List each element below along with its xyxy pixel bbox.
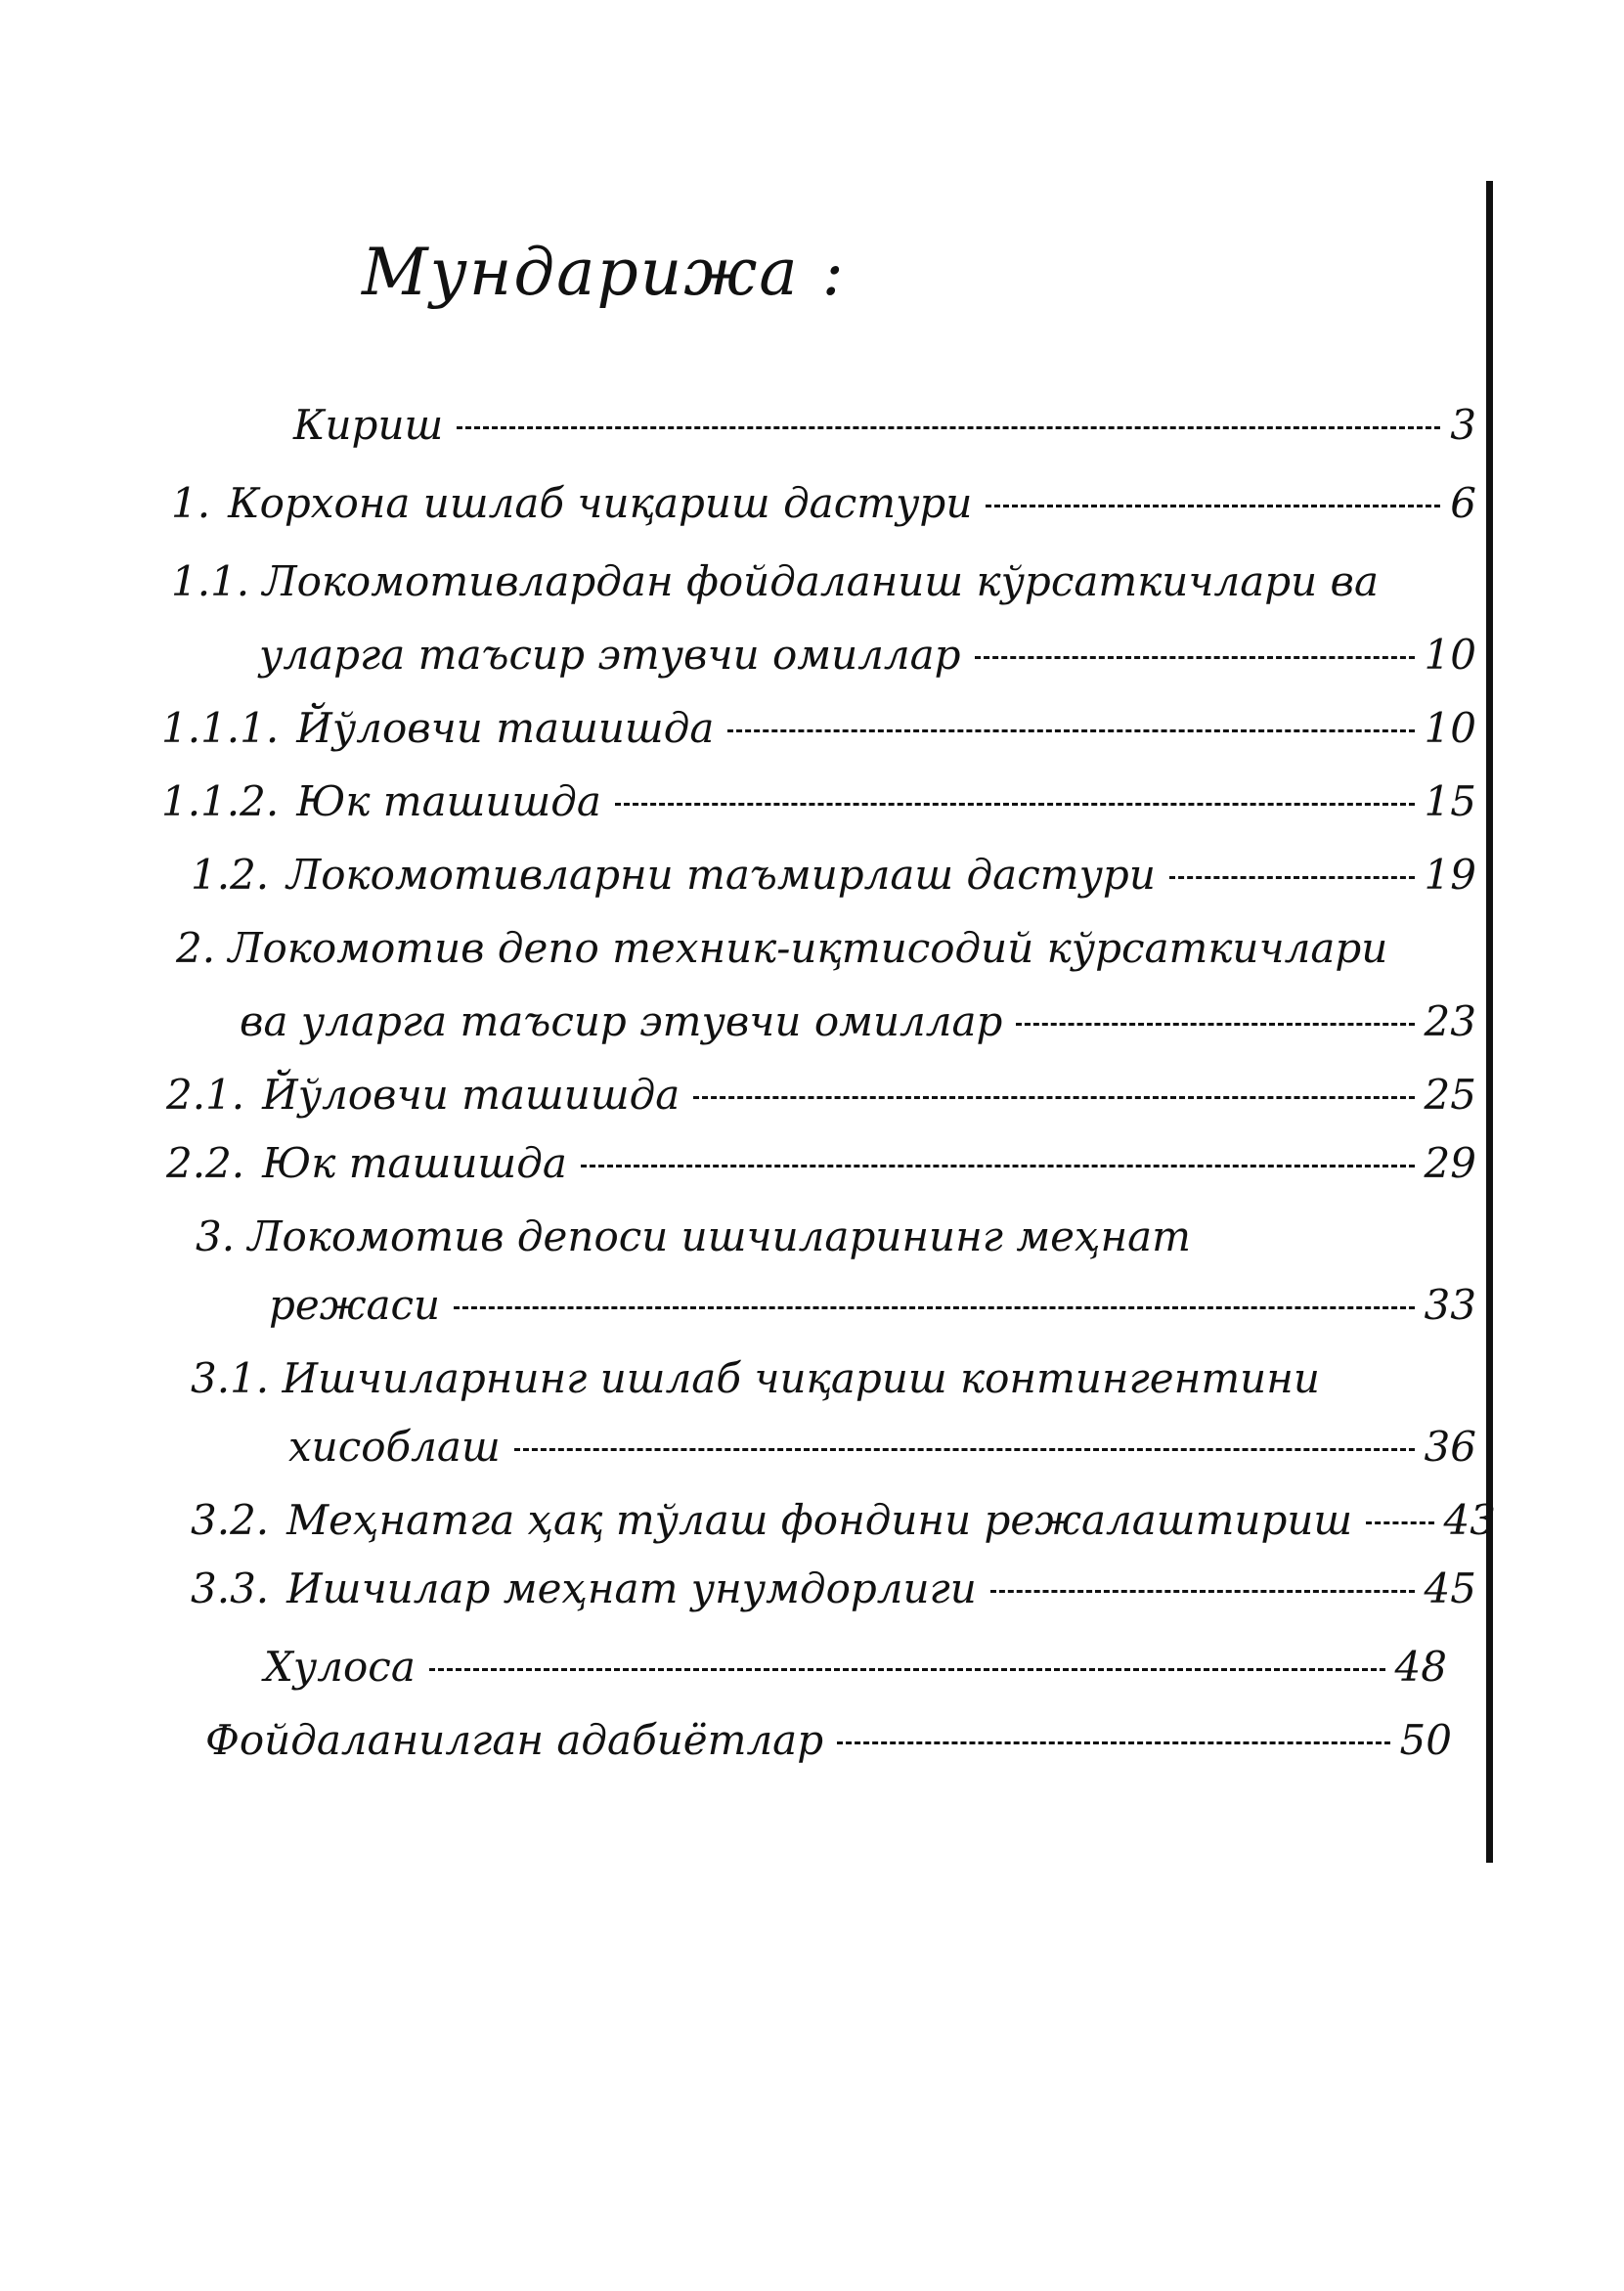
toc-entry-introduction: [293, 401, 1476, 449]
toc-entry-number: 1.1.2.: [161, 777, 280, 825]
toc-entry-3-1-line2: [288, 1423, 1476, 1471]
toc-entry-text: Меҳнатга ҳақ тўлаш фондини режалаштириш: [286, 1496, 1353, 1544]
toc-entry-2-1: [166, 1071, 1476, 1119]
toc-entry-text: ва уларга таъсир этувчи омиллар: [240, 997, 1003, 1045]
toc-leader: [990, 1590, 1415, 1593]
toc-leader: [454, 1306, 1414, 1309]
toc-entry-page: 36: [1424, 1423, 1476, 1471]
toc-entry-text: Ишчиларнинг ишлаб чиқариш контингентини: [282, 1354, 1320, 1402]
toc-entry-page: 48: [1394, 1643, 1447, 1691]
toc-entry-2-line2: [240, 997, 1476, 1045]
toc-entry-3-3: [191, 1564, 1476, 1612]
toc-leader: [1016, 1023, 1414, 1026]
toc-entry-page: 25: [1424, 1071, 1476, 1119]
toc-entry-1: [171, 479, 1476, 527]
toc-entry-number: 1.: [171, 479, 211, 527]
toc-leader: [837, 1741, 1389, 1744]
toc-entry-3-line1: [196, 1212, 1191, 1260]
toc-entry-text: Фойдаланилган адабиётлар: [205, 1716, 824, 1764]
toc-leader: [693, 1096, 1414, 1099]
toc-entry-text: Йўловчи ташишда: [296, 704, 715, 752]
toc-entry-1-2: [191, 851, 1476, 899]
toc-entry-text: Ишчилар меҳнат унумдорлиги: [286, 1564, 977, 1612]
toc-entry-text: Юк ташишда: [296, 777, 601, 825]
toc-entry-number: 1.1.: [171, 557, 250, 605]
toc-entry-text: уларга таъсир этувчи омиллар: [259, 631, 961, 679]
toc-leader: [1366, 1521, 1433, 1524]
toc-entry-page: 43: [1443, 1496, 1496, 1544]
toc-entry-page: 50: [1399, 1716, 1452, 1764]
toc-entry-text: режаси: [269, 1281, 441, 1329]
toc-entry-2-line1: [176, 924, 1387, 972]
toc-leader: [727, 729, 1414, 732]
toc-entry-text: Локомотивларни таъмирлаш дастури: [286, 851, 1156, 899]
toc-entry-text: Кириш: [293, 401, 444, 449]
toc-entry-text: Локомотивлардан фойдаланиш кўрсаткичлари ва: [262, 557, 1380, 605]
toc-entry-text: Корхона ишлаб чиқариш дастури: [228, 479, 973, 527]
toc-entry-1-1-line1: [171, 557, 1379, 605]
toc-leader: [615, 803, 1415, 806]
toc-entry-number: 1.2.: [191, 851, 270, 899]
toc-leader: [581, 1165, 1415, 1168]
toc-entry-page: 10: [1424, 704, 1476, 752]
toc-entry-1-1-line2: [259, 631, 1476, 679]
toc-entry-conclusion: [264, 1643, 1447, 1691]
toc-entry-text: Локомотив депоси ишчиларининг меҳнат: [247, 1212, 1191, 1260]
toc-entry-page: 23: [1424, 997, 1476, 1045]
toc-leader: [986, 505, 1440, 507]
toc-entry-references: [205, 1716, 1452, 1764]
toc-entry-page: 6: [1450, 479, 1476, 527]
toc-entry-number: 3.: [196, 1212, 236, 1260]
toc-entry-text: Локомотив депо техник-иқтисодий кўрсаткичлари: [228, 924, 1388, 972]
toc-entry-number: 3.2.: [191, 1496, 270, 1544]
toc-entry-page: 45: [1424, 1564, 1476, 1612]
toc-entry-number: 3.3.: [191, 1564, 270, 1612]
page-title: Мундарижа :: [362, 235, 846, 310]
toc-entry-1-1-1: [161, 704, 1476, 752]
toc-entry-number: 2.: [176, 924, 216, 972]
toc-entry-3-line2: [269, 1281, 1476, 1329]
toc-entry-number: 3.1.: [191, 1354, 270, 1402]
toc-entry-page: 10: [1424, 631, 1476, 679]
toc-entry-number: 2.1.: [166, 1071, 245, 1119]
toc-leader: [514, 1448, 1415, 1451]
toc-entry-number: 1.1.1.: [161, 704, 280, 752]
toc-leader: [457, 426, 1440, 429]
toc-entry-text: Юк ташишда: [262, 1139, 567, 1187]
toc-entry-text: Йўловчи ташишда: [262, 1071, 680, 1119]
toc-entry-3-1-line1: [191, 1354, 1320, 1402]
toc-leader: [429, 1668, 1385, 1671]
toc-leader: [1169, 876, 1415, 879]
toc-entry-page: 19: [1424, 851, 1476, 899]
toc-entry-number: 2.2.: [166, 1139, 245, 1187]
toc-entry-page: 15: [1424, 777, 1476, 825]
toc-entry-page: 33: [1424, 1281, 1476, 1329]
toc-leader: [975, 656, 1415, 659]
toc-entry-2-2: [166, 1139, 1476, 1187]
toc-entry-text: хисоблаш: [288, 1423, 501, 1471]
toc-entry-3-2: [191, 1496, 1496, 1544]
toc-entry-1-1-2: [161, 777, 1476, 825]
right-margin-rule: [1486, 181, 1493, 1863]
toc-entry-text: Хулоса: [264, 1643, 416, 1691]
toc-entry-page: 29: [1424, 1139, 1476, 1187]
toc-entry-page: 3: [1450, 401, 1476, 449]
